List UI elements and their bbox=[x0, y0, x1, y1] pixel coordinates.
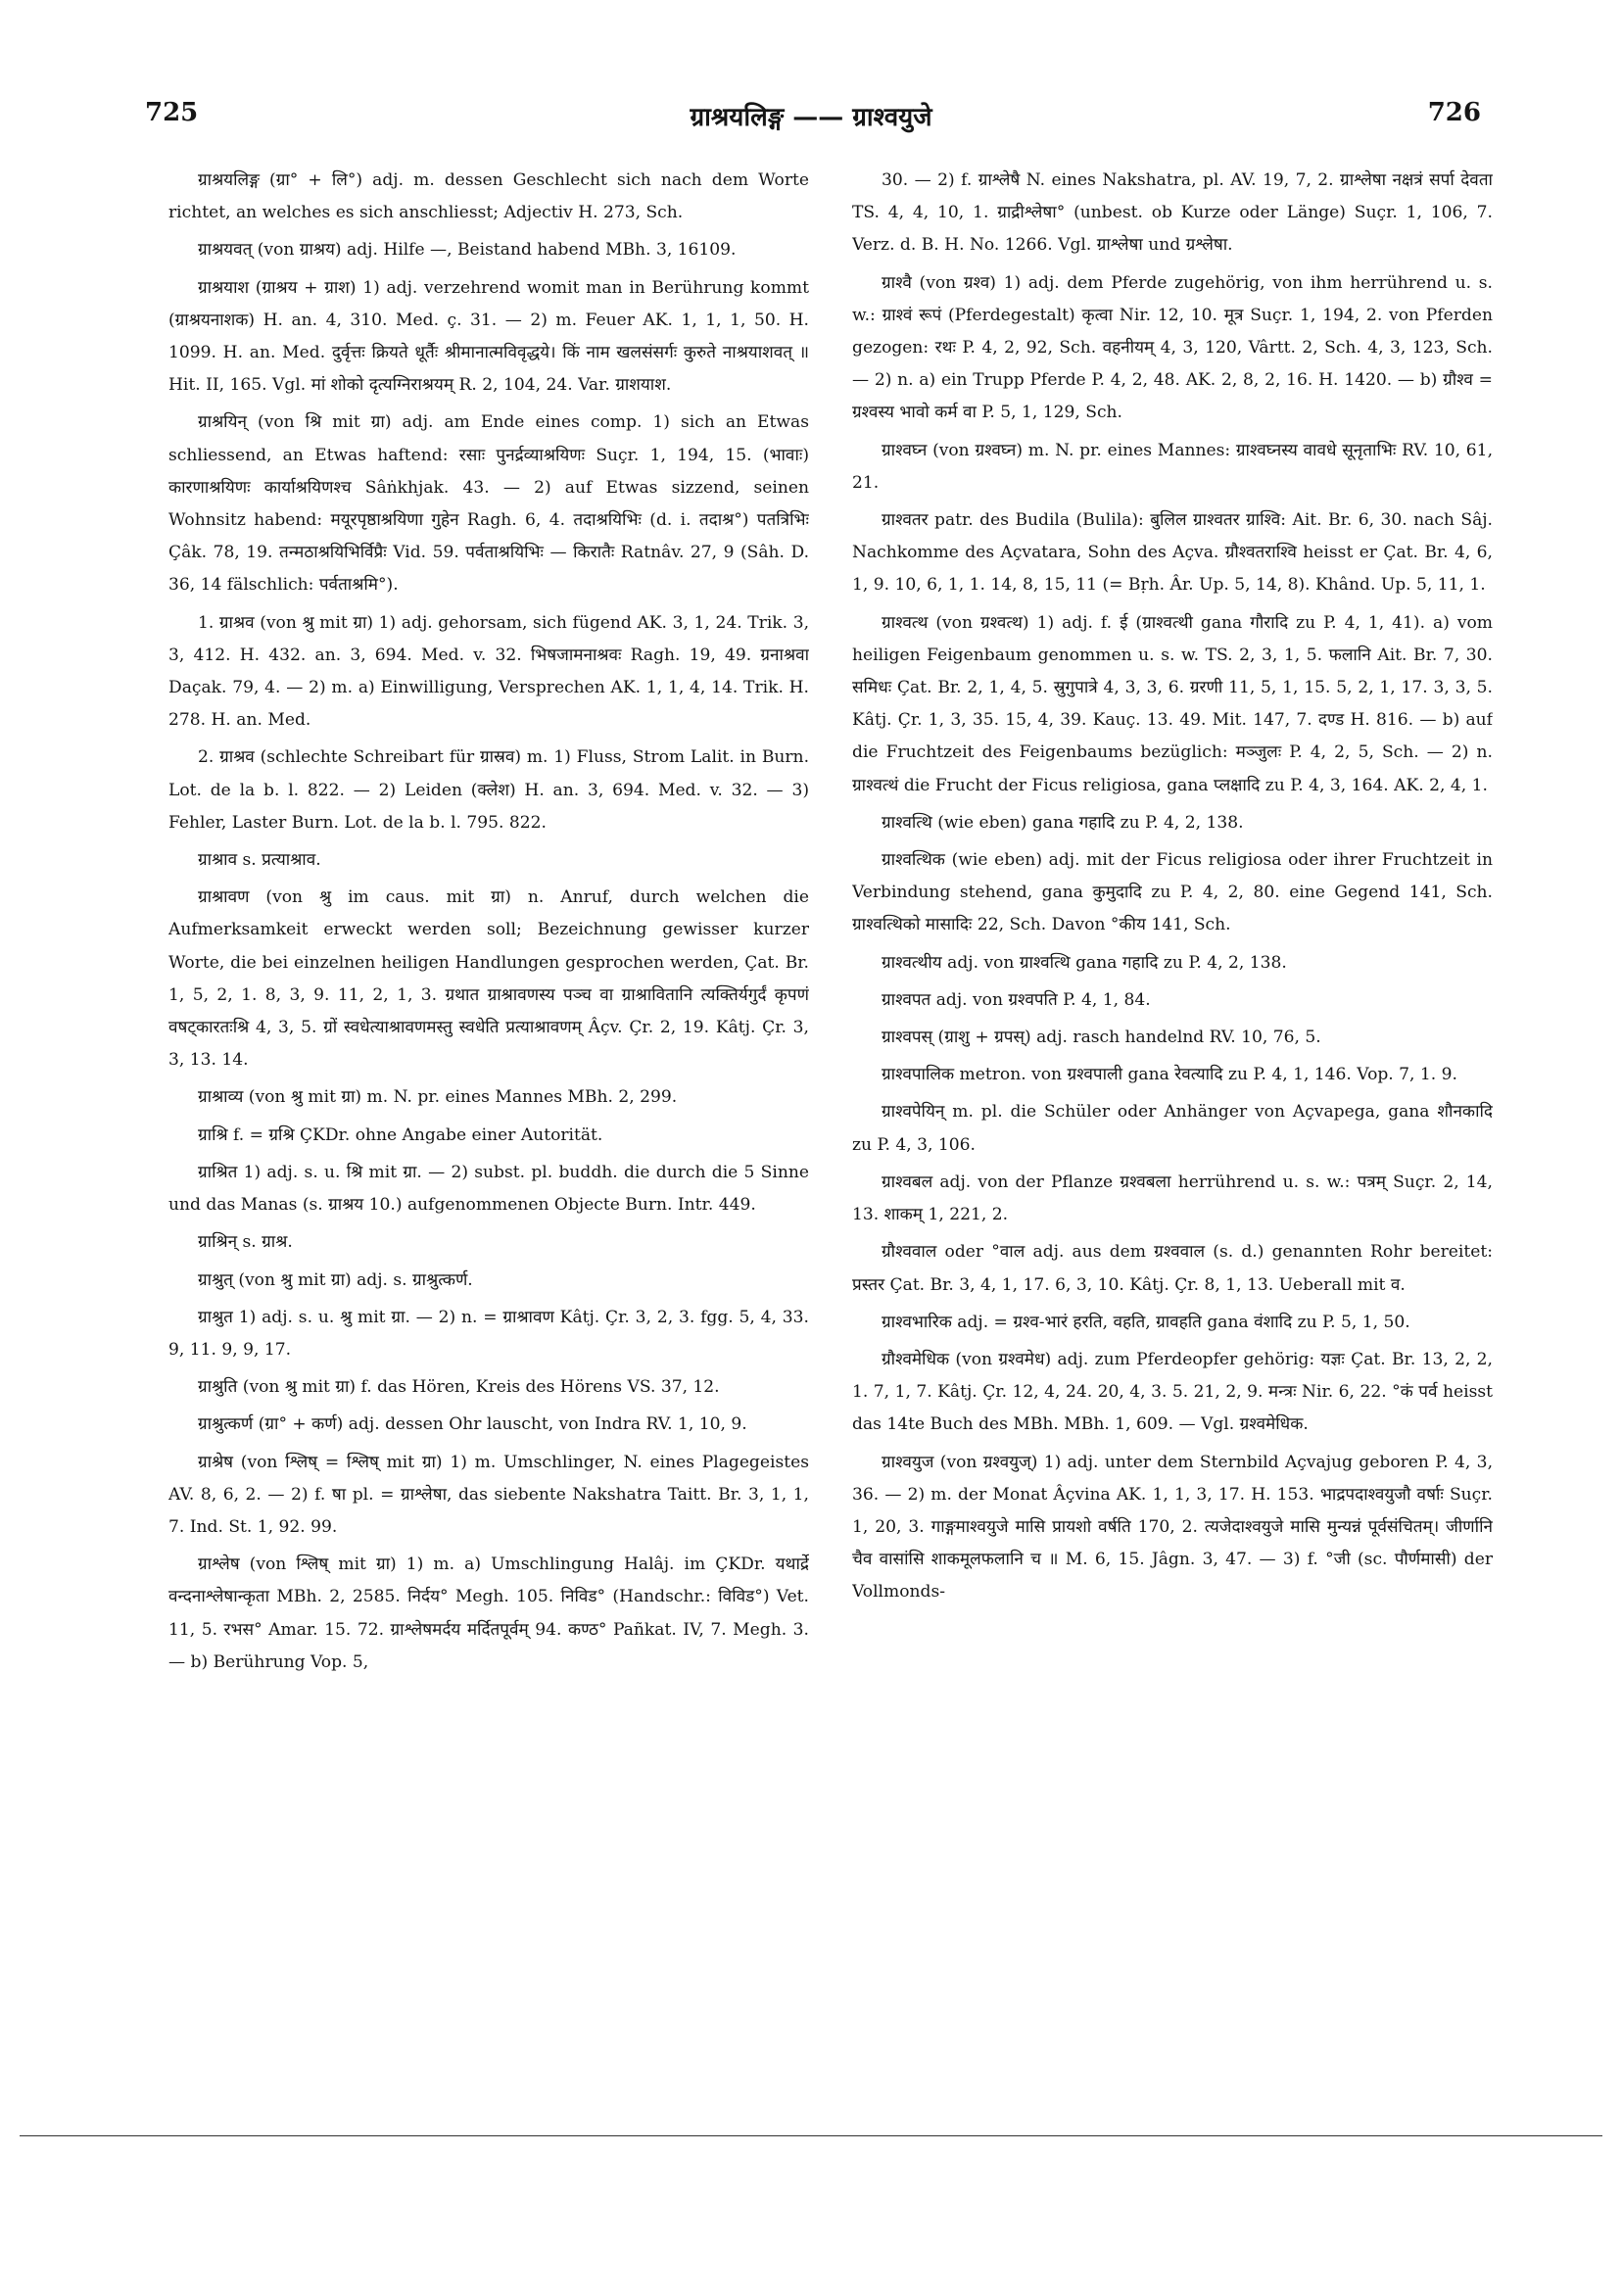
dictionary-entry: ग्राश्वपस् (ग्राशु + ग्रपस्) adj. rasch handelnd RV. 10, 76, 5. bbox=[882, 1028, 1321, 1048]
page-header bbox=[137, 98, 1485, 137]
dictionary-entry: ग्राश्रित 1) adj. s. u. श्रि mit ग्रा. — 2) subst. pl. buddh. die durch die 5 Sinne und das Manas (s. ग्राश्रय 10.) aufgenommenen Objecte Burn. Intr. 449. bbox=[168, 1162, 809, 1216]
dictionary-entry: ग्राश्वत्थीय adj. von ग्राश्वत्थि gana गहादि zu P. 4, 2, 138. bbox=[882, 952, 1287, 973]
dictionary-entry: ग्राश्वपालिक metron. von ग्रश्वपाली gana रेवत्यादि zu P. 4, 1, 146. Vop. 7, 1. 9. bbox=[882, 1065, 1457, 1085]
dictionary-entry: ग्राश्रयवत् (von ग्राश्रय) adj. Hilfe —, Beistand habend MBh. 3, 16109. bbox=[198, 240, 737, 261]
dictionary-entry: ग्राश्राव्य (von श्रु mit ग्रा) m. N. pr. eines Mannes MBh. 2, 299. bbox=[198, 1087, 678, 1108]
dictionary-entry: ग्राश्वत्थिक (wie eben) adj. mit der Ficus religiosa oder ihrer Fruchtzeit in Verbindung stehend, gana कुमुदादि zu P. 4, 2, 80. eine Gegend 141, Sch. ग्राश्वत्थिको मासादिः 22, Sch. Davon °कीय 141, Sch. bbox=[852, 850, 1493, 935]
page-number-right: 726 bbox=[1427, 98, 1481, 127]
right-column bbox=[852, 165, 1493, 1957]
dictionary-entry: ग्राश्रुत्कर्ण (ग्रा° + कर्ण) adj. dessen Ohr lauscht, von Indra RV. 1, 10, 9. bbox=[198, 1414, 747, 1435]
dictionary-entry: ग्राश्रयिन् (von श्रि mit ग्रा) adj. am Ende eines comp. 1) sich an Etwas schliessend, an Etwas haftend: रसाः पुनर्द्रव्याश्रयिणः Suçr. 1, 194, 15. (भावाः) कारणाश्रयिणः कार्याश्रयिणश्च Sâṅkhjak. 43. — 2) auf Etwas sizzend, seinen Wohnsitz habend: मयूरपृष्ठाश्रयिणा गुहेन Ragh. 6, 4. तदाश्रयिभिः (d. i. तदाश्र°) पतत्रिभिः Çâk. 78, 19. तन्मठाश्रयिभिर्विप्रैः Vid. 59. पर्वताश्रयिभिः — किरातैः Ratnâv. 27, 9 (Sâh. D. 36, 14 fälschlich: पर्वताश्रमि°). bbox=[168, 412, 809, 596]
dictionary-entry: ग्राश्रिन् s. ग्राश्र. bbox=[198, 1232, 293, 1253]
dictionary-entry: ग्राश्वघ्न (von ग्रश्वघ्न) m. N. pr. eines Mannes: ग्राश्वघ्नस्य वावधे सूनृताभिः RV. 10, 61, 21. bbox=[852, 440, 1493, 493]
dictionary-entry: ग्राश्राव s. प्रत्याश्राव. bbox=[198, 850, 321, 871]
dictionary-entry: ग्राश्रयलिङ्ग (ग्रा° + लि°) adj. m. dessen Geschlecht sich nach dem Worte richtet, an welches es sich anschliesst; Adjectiv H. 273, Sch. bbox=[168, 170, 809, 223]
dictionary-entry: ग्राश्वबल adj. von der Pflanze ग्रश्वबला herrührend u. s. w.: पत्रम् Suçr. 2, 14, 13. शाकम् 1, 221, 2. bbox=[852, 1172, 1493, 1225]
dictionary-entry: ग्राश्रि f. = ग्रश्रि ÇKDr. ohne Angabe einer Autorität. bbox=[198, 1124, 603, 1145]
dictionary-entry: ग्राश्वत्थि (wie eben) gana गहादि zu P. 4, 2, 138. bbox=[882, 812, 1244, 833]
dictionary-entry: ग्राश्रेष (von श्लिष् = श्लिष् mit ग्रा) 1) m. Umschlinger, N. eines Plagegeistes AV. 8, 6, 2. — 2) f. षा pl. = ग्राश्लेषा, das siebente Nakshatra Taitt. Br. 3, 1, 1, 7. Ind. St. 1, 92. 99. bbox=[168, 1452, 809, 1537]
dictionary-entry: ग्राश्वतर patr. des Budila (Bulila): बुलिल ग्राश्वतर ग्राश्वि: Ait. Br. 6, 30. nach Sâj. Nachkomme des Açvatara, Sohn des Açva. ग्रौश्वतराश्वि heisst er Çat. Br. 4, 6, 1, 9. 10, 6, 1, 1. 14, 8, 15, 11 (= Bṛh. Âr. Up. 5, 14, 8). Khând. Up. 5, 11, 1. bbox=[852, 510, 1493, 596]
dictionary-entry: 2. ग्राश्रव (schlechte Schreibart für ग्रास्रव) m. 1) Fluss, Strom Lalit. in Burn. Lot. de la b. l. 822. — 2) Leiden (क्लेश) H. an. 3, 694. Med. v. 32. — 3) Fehler, Laster Burn. Lot. de la b. l. 795. 822. bbox=[168, 747, 809, 833]
running-title: ग्राश्रयलिङ्ग —— ग्राश्वयुजे bbox=[690, 103, 932, 132]
dictionary-entry: ग्राश्वत्थ (von ग्रश्वत्थ) 1) adj. f. ई (ग्राश्वत्थी gana गौरादि zu P. 4, 1, 41). a) vom heiligen Feigenbaum genommen u. s. w. TS. 2, 3, 1, 5. फलानि Ait. Br. 7, 30. समिधः Çat. Br. 2, 1, 4, 5. स्रुगुपात्रे 4, 3, 3, 6. ग्ररणी 11, 5, 1, 15. 5, 2, 1, 17. 3, 3, 5. Kâtj. Çr. 1, 3, 35. 15, 4, 39. Kauç. 13. 49. Mit. 147, 7. दण्ड H. 816. — b) auf die Fruchtzeit des Feigenbaums bezüglich: मञ्जुलः P. 4, 2, 5, Sch. — 2) n. ग्राश्वत्थं die Frucht der Ficus religiosa, gana प्लक्षादि zu P. 4, 3, 164. AK. 2, 4, 1. bbox=[852, 612, 1493, 795]
dictionary-entry: ग्राश्वयुज (von ग्रश्वयुज्) 1) adj. unter dem Sternbild Açvajug geboren P. 4, 3, 36. — 2) m. der Monat Âçvina AK. 1, 1, 3, 17. H. 153. भाद्रपदाश्वयुजौ वर्षाः Suçr. 1, 20, 3. गाङ्गमाश्वयुजे मासि प्रायशो वर्षति 170, 2. त्यजेदाश्वयुजे मासि मुन्यन्नं पूर्वसंचितम्। जीर्णानि चैव वासांसि शाकमूलफलानि च ॥ M. 6, 15. Jâgn. 3, 47. — 3) f. °जी (sc. पौर्णमासी) der Vollmonds- bbox=[852, 1452, 1493, 1602]
dictionary-entry: ग्रौश्वमेधिक (von ग्रश्वमेध) adj. zum Pferdeopfer gehörig: यज्ञः Çat. Br. 13, 2, 2, 1. 7, 1, 7. Kâtj. Çr. 12, 4, 24. 20, 4, 3. 5. 21, 2, 9. मन्त्रः Nir. 6, 22. °कं पर्व heisst das 14te Buch des MBh. MBh. 1, 609. — Vgl. ग्रश्वमेधिक. bbox=[852, 1349, 1493, 1435]
left-column bbox=[168, 165, 809, 1957]
dictionary-entry: ग्राश्रुत् (von श्रु mit ग्रा) adj. s. ग्राश्रुत्कर्ण. bbox=[198, 1269, 473, 1290]
dictionary-entry: ग्राश्वपेयिन् m. pl. die Schüler oder Anhänger von Açvapega, gana शौनकादि zu P. 4, 3, 106. bbox=[852, 1102, 1493, 1155]
dictionary-entry: ग्राश्रावण (von श्रु im caus. mit ग्रा) n. Anruf, durch welchen die Aufmerksamkeit erweckt werden soll; Bezeichnung gewisser kurzer Worte, die bei einzelnen heiligen Handlungen gesprochen werden, Çat. Br. 1, 5, 2, 1. 8, 3, 9. 11, 2, 1, 3. ग्रथात ग्राश्रावणस्य पञ्च वा ग्राश्रावितानि त्यक्तिर्यगुर्दं कृपणं वषट्कारतःश्रि 4, 3, 5. ग्रों स्वधेत्याश्रावणमस्तु स्वधेति प्रत्याश्रावणम् Âçv. Çr. 2, 19. Kâtj. Çr. 3, 3, 13. 14. bbox=[168, 887, 809, 1071]
dictionary-entry: ग्राश्रयाश (ग्राश्रय + ग्राश) 1) adj. verzehrend womit man in Berührung kommt (ग्राश्रयनाशक) H. an. 4, 310. Med. ç. 31. — 2) m. Feuer AK. 1, 1, 1, 50. H. 1099. H. an. Med. दुर्वृत्तः क्रियते धूर्तैः श्रीमानात्मविवृद्धये। किं नाम खलसंसर्गः कुरुते नाश्रयाशवत् ॥ Hit. II, 165. Vgl. मां शोको दृत्यग्निराश्रयम् R. 2, 104, 24. Var. ग्राशयाश. bbox=[168, 277, 809, 396]
page-number-left: 725 bbox=[145, 98, 199, 127]
dictionary-entry: ग्राश्रुति (von श्रु mit ग्रा) f. das Hören, Kreis des Hörens VS. 37, 12. bbox=[198, 1377, 720, 1398]
dictionary-entry: ग्राश्वभारिक adj. = ग्रश्व-भारं हरति, वहति, ग्रावहति gana वंशादि zu P. 5, 1, 50. bbox=[882, 1312, 1410, 1332]
bottom-rule bbox=[20, 2135, 1602, 2136]
dictionary-entry: ग्राश्लेष (von श्लिष् mit ग्रा) 1) m. a) Umschlingung Halâj. im ÇKDr. यथार्द्रे वन्दनाश्लेषान्कृता MBh. 2, 2585. निर्दय° Megh. 105. निविड° (Handschr.: विविड°) Vet. 11, 5. रभस° Amar. 15. 72. ग्राश्लेषमर्दय मर्दितपूर्वम् 94. कण्ठ° Pañkat. IV, 7. Megh. 3. — b) Berührung Vop. 5, bbox=[168, 1555, 809, 1672]
dictionary-entry: ग्राश्रुत 1) adj. s. u. श्रु mit ग्रा. — 2) n. = ग्राश्रावण Kâtj. Çr. 3, 2, 3. fgg. 5, 4, 33. 9, 11. 9, 9, 17. bbox=[168, 1307, 809, 1360]
dictionary-entry: 30. — 2) f. ग्राश्लेषै N. eines Nakshatra, pl. AV. 19, 7, 2. ग्राश्लेषा नक्षत्रं सर्पा देवता TS. 4, 4, 10, 1. ग्राद्रीश्लेषा° (unbest. ob Kurze oder Länge) Suçr. 1, 106, 7. Verz. d. B. H. No. 1266. Vgl. ग्राश्लेषा und ग्रश्लेषा. bbox=[852, 170, 1493, 256]
dictionary-entry: ग्रौश्ववाल oder °वाल adj. aus dem ग्रश्ववाल (s. d.) genannten Rohr bereitet: प्रस्तर Çat. Br. 3, 4, 1, 17. 6, 3, 10. Kâtj. Çr. 8, 1, 13. Ueberall mit व. bbox=[852, 1242, 1493, 1295]
dictionary-entry: 1. ग्राश्रव (von श्रु mit ग्रा) 1) adj. gehorsam, sich fügend AK. 3, 1, 24. Trik. 3, 3, 412. H. 432. an. 3, 694. Med. v. 32. भिषजामनाश्रवः Ragh. 19, 49. ग्रनाश्रवा Daçak. 79, 4. — 2) m. a) Einwilligung, Versprechen AK. 1, 1, 4, 14. Trik. H. 278. H. an. Med. bbox=[168, 612, 809, 731]
dictionary-entry: ग्राश्वै (von ग्रश्व) 1) adj. dem Pferde zugehörig, von ihm herrührend u. s. w.: ग्राश्वं रूपं (Pferdegestalt) कृत्वा Nir. 12, 10. मूत्र Suçr. 1, 194, 2. von Pferden gezogen: रथः P. 4, 2, 92, Sch. वहनीयम् 4, 3, 120, Vârtt. 2, Sch. 4, 3, 123, Sch. — 2) n. a) ein Trupp Pferde P. 4, 2, 48. AK. 2, 8, 2, 16. H. 1420. — b) ग्रौश्व = ग्रश्वस्य भावो कर्म वा P. 5, 1, 129, Sch. bbox=[852, 272, 1493, 423]
dictionary-entry: ग्राश्वपत adj. von ग्रश्वपति P. 4, 1, 84. bbox=[882, 989, 1151, 1010]
